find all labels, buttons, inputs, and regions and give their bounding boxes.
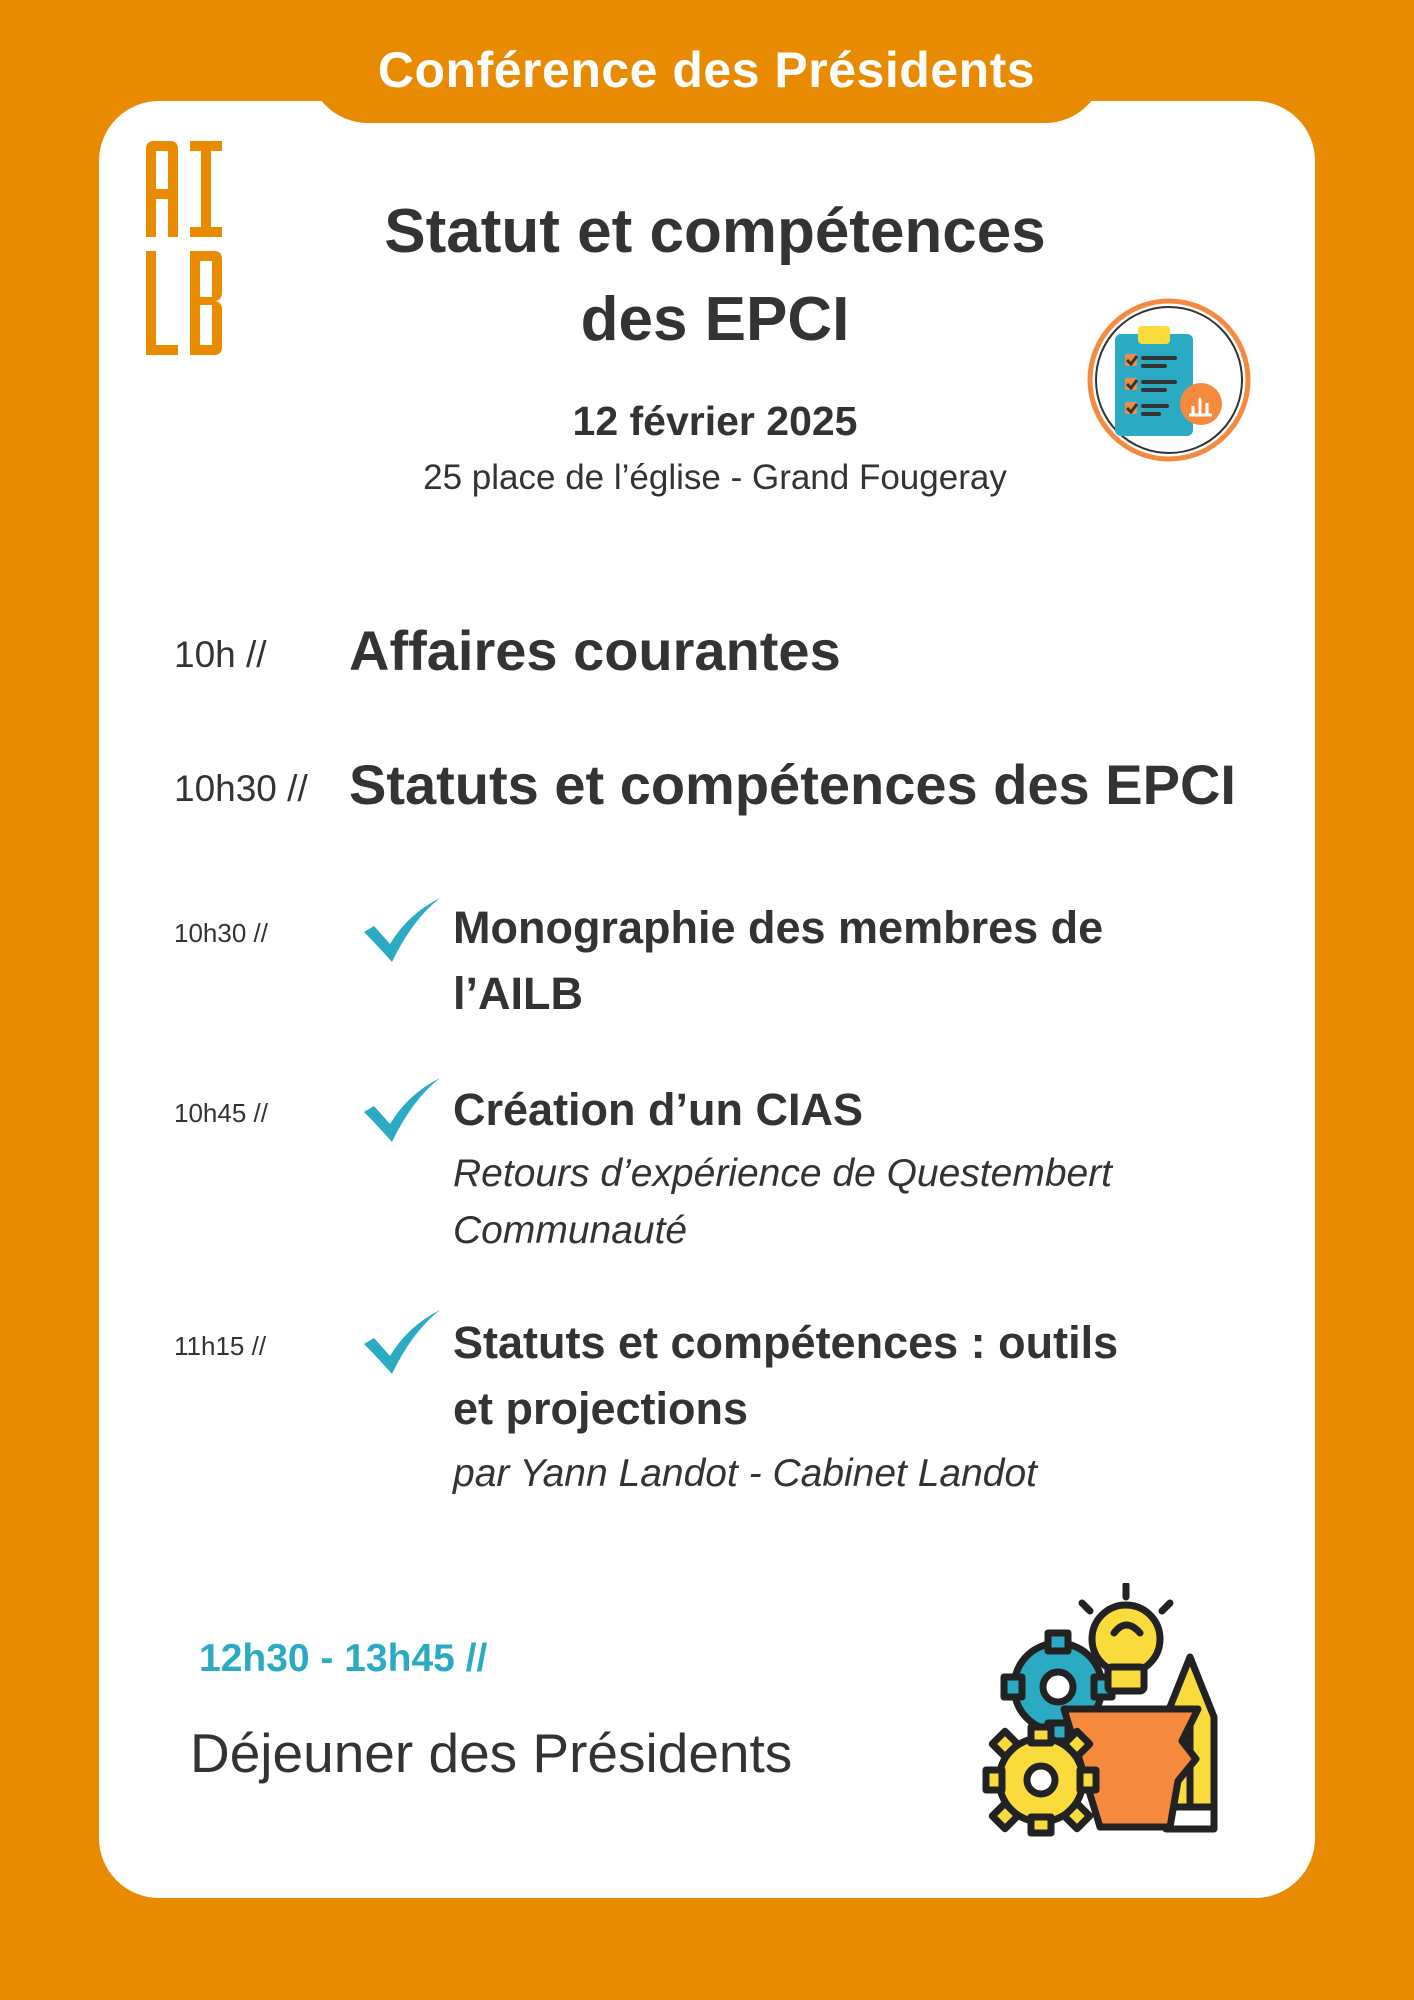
agenda-title-1: Affaires courantes bbox=[349, 619, 841, 682]
event-title-line1: Statut et compétences bbox=[384, 197, 1046, 266]
agenda-time-1: 10h // bbox=[174, 634, 267, 675]
header-title: Conférence des Présidents bbox=[377, 41, 1036, 98]
agenda-time-2: 10h30 // bbox=[174, 768, 308, 809]
subitem-time-2: 10h45 // bbox=[174, 1098, 268, 1128]
gears-lightbulb-pencil-icon bbox=[982, 1583, 1240, 1839]
subitem-title-1-line2: l’AILB bbox=[453, 968, 583, 1019]
subitem-title-1-line1: Monographie des membres de bbox=[453, 902, 1104, 953]
subitem-time-3: 11h15 // bbox=[174, 1331, 267, 1361]
event-date: 12 février 2025 bbox=[572, 398, 858, 444]
lunch-time: 12h30 - 13h45 // bbox=[199, 1637, 488, 1680]
agenda-title-2: Statuts et compétences des EPCI bbox=[349, 753, 1236, 816]
lunch-label: Déjeuner des Présidents bbox=[190, 1722, 793, 1784]
subitem-note-3: par Yann Landot - Cabinet Landot bbox=[453, 1452, 1038, 1495]
subitem-note-2 bbox=[453, 1145, 1253, 1259]
checkmark-icon bbox=[364, 1078, 440, 1142]
checkmark-icon bbox=[364, 898, 440, 962]
header-tab bbox=[308, 0, 1105, 123]
subitem-title-3 bbox=[453, 1310, 1253, 1442]
ailb-logo bbox=[146, 141, 222, 355]
subitem-time-1: 10h30 // bbox=[174, 918, 268, 948]
checkmark-icon bbox=[364, 1310, 440, 1374]
event-title bbox=[310, 188, 1120, 364]
subitem-title-2: Création d’un CIAS bbox=[453, 1084, 864, 1135]
subitem-title-1 bbox=[453, 895, 1253, 1027]
subitem-title-3-line1: Statuts et compétences : outils bbox=[453, 1317, 1119, 1368]
subitem-note-2-line2: Communauté bbox=[453, 1209, 688, 1252]
event-address: 25 place de l’église - Grand Fougeray bbox=[423, 458, 1007, 497]
checklist-clipboard-icon bbox=[1087, 298, 1251, 462]
subitem-title-3-line2: et projections bbox=[453, 1383, 749, 1434]
subitem-note-2-line1: Retours d’expérience de Questembert bbox=[453, 1152, 1113, 1195]
event-title-line2: des EPCI bbox=[580, 285, 850, 354]
